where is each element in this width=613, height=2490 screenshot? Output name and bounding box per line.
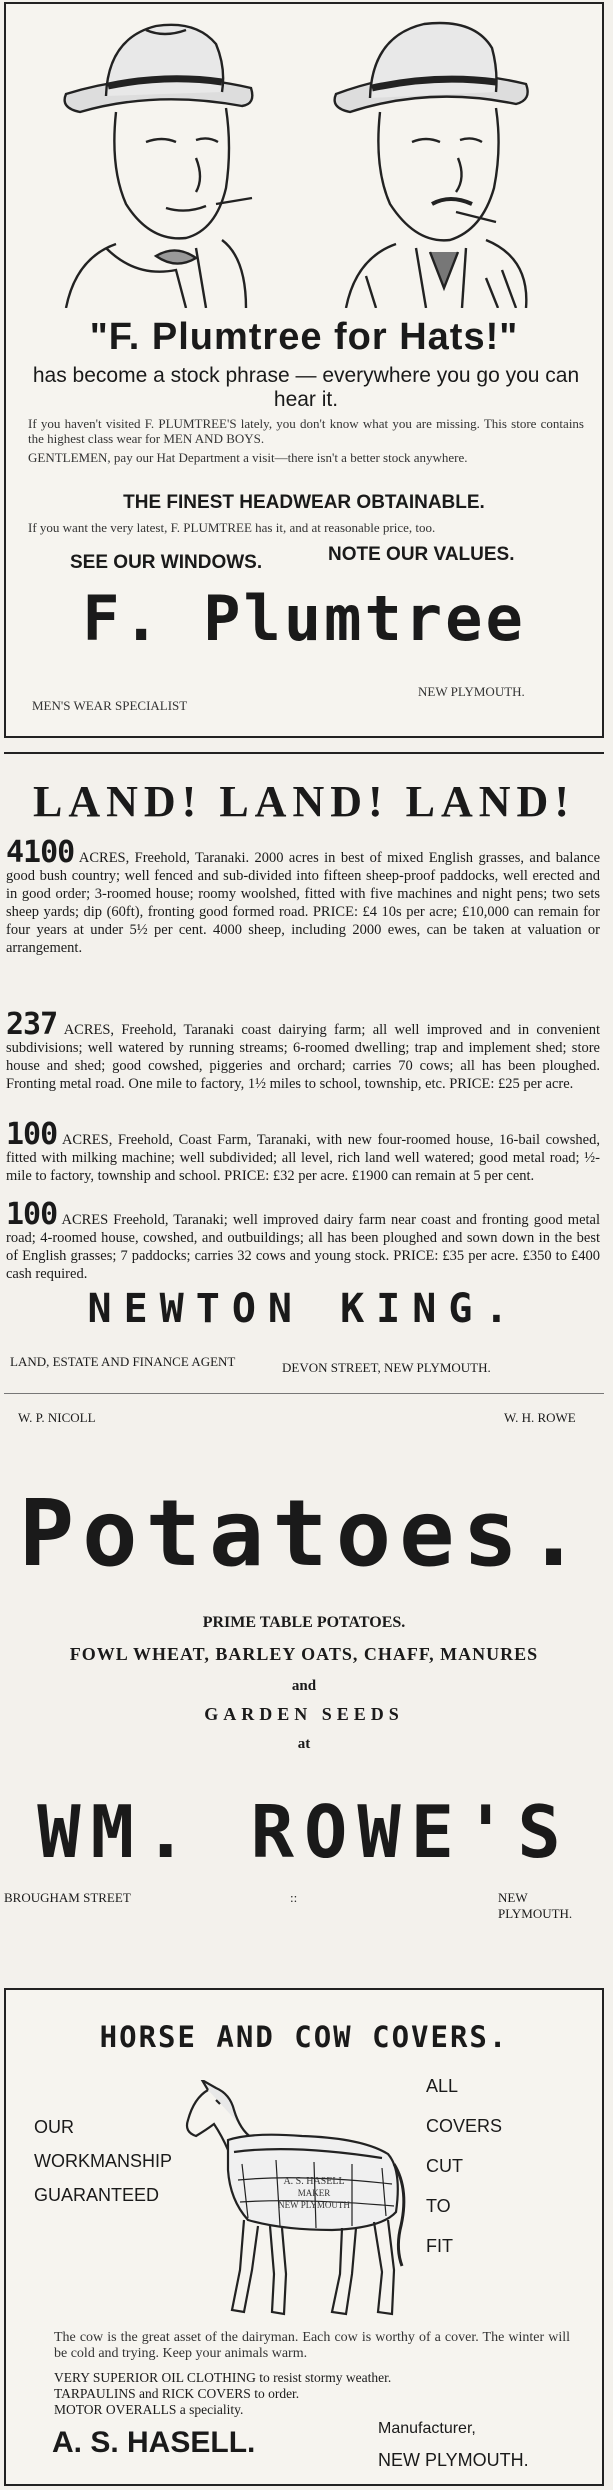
separator-colons: :: (290, 1890, 298, 1905)
fit-line: TO (426, 2196, 451, 2216)
fit-line: CUT (426, 2156, 463, 2176)
rug-maker-label: MAKER (297, 2188, 331, 2198)
plumtree-hats-ad (4, 2, 604, 738)
fit-line: COVERS (426, 2116, 503, 2136)
lot-acres: 100 (6, 1117, 58, 1152)
covers-fit-list (426, 2066, 502, 2266)
land-lot-100-coast (6, 1117, 600, 1185)
prime-table-potatoes: PRIME TABLE POTATOES. (202, 1614, 406, 1631)
note-values-line: NOTE OUR VALUES. (328, 544, 515, 565)
agent-description: LAND, ESTATE AND FINANCE AGENT (10, 1354, 236, 1369)
brougham-street: BROUGHAM STREET (4, 1890, 131, 1905)
agent-address: DEVON STREET, NEW PLYMOUTH. (282, 1360, 491, 1375)
at-word: at (297, 1736, 311, 1752)
lot-description: ACRES Freehold, Taranaki; well improved dairy farm near coast and fronting good metal road; 4-roomed house, cowshed, and outbuildings; all has been ploughed and sown down in the best of English grasses; 7 paddocks; carries 32 cows and young stock. PRICE: £35 per acre. £350 to £400 cash required. (6, 1212, 601, 1282)
newton-king-name: NEWTON KING. (87, 1286, 521, 1332)
nicoll-name: W. P. NICOLL (18, 1410, 96, 1425)
motor-overalls-line: MOTOR OVERALLS a speciality. (54, 2402, 244, 2417)
guarantee-line: GUARANTEED (34, 2185, 160, 2205)
lot-acres: 4100 (6, 835, 75, 870)
potatoes-ad (4, 1410, 604, 1970)
hats-body-department: GENTLEMEN, pay our Hat Department a visit—there isn't a better stock anywhere. (28, 450, 468, 465)
lot-description: ACRES, Freehold, Taranaki coast dairying farm; all well improved and in convenient subdivisions; well watered by running streams; 6-roomed dwelling; trap and implement shed; store house and shed; good cowshed, piggeries and orchard; carries 70 cows; all has been ploughed. Fronting metal road. One mile to factory, 1½ miles to school, township, etc. PRICE: £25 per acre. (6, 1022, 601, 1092)
workmanship-guarantee (34, 2110, 172, 2212)
plumtree-signature: F. Plumtree (82, 582, 526, 655)
land-lot-237 (6, 1007, 601, 1093)
tarpaulins-line: TARPAULINS and RICK COVERS to order. (54, 2386, 300, 2401)
rug-maker-name: A. S. HASELL (283, 2176, 345, 2187)
land-lot-100-dairy (6, 1197, 601, 1283)
and-word: and (291, 1678, 317, 1694)
land-lot-4100 (6, 835, 601, 957)
garden-seeds-line: GARDEN SEEDS (204, 1704, 404, 1724)
manufacturer-label: Manufacturer, (378, 2420, 476, 2437)
hats-body-visit: If you haven't visited F. PLUMTREE'S lately, you don't know what you are missing. This store contains the highest class wear for MEN AND BOYS. (28, 416, 584, 446)
covers-headline: HORSE AND COW COVERS. (99, 2020, 509, 2054)
hats-town: NEW PLYMOUTH. (418, 684, 525, 699)
hats-body-latest: If you want the very latest, F. PLUMTREE has it, and at reasonable price, too. (28, 520, 436, 535)
finest-headwear-line: THE FINEST HEADWEAR OBTAINABLE. (123, 492, 485, 513)
see-windows-line: SEE OUR WINDOWS. (70, 552, 263, 573)
guarantee-line: WORKMANSHIP (34, 2151, 173, 2171)
wm-rowes-store: WM. ROWE'S (37, 1790, 571, 1874)
hasell-name: A. S. HASELL. (52, 2426, 256, 2459)
covers-town: NEW PLYMOUTH. (378, 2450, 529, 2470)
dairyman-paragraph: The cow is the great asset of the dairyman. Each cow is worthy of a cover. The winter will be cold and trying. Keep your animals warm. (54, 2330, 570, 2361)
hats-tagline: has become a stock phrase — everywhere you go you can hear it. (32, 364, 580, 411)
lot-description: ACRES, Freehold, Coast Farm, Taranaki, with new four-roomed house, 16-bail cowshed, fitted with milking machine; well subdivided; all level, rich land well watered; good metal road; ½-mile to factory, township and school. PRICE: £32 per acre. £1900 can remain at 5 per cent. (6, 1132, 600, 1184)
potatoes-headline: Potatoes. (18, 1480, 590, 1587)
land-headline: LAND! LAND! LAND! (33, 777, 575, 826)
fowl-wheat-line: FOWL WHEAT, BARLEY OATS, CHAFF, MANURES (69, 1644, 539, 1664)
fit-line: ALL (426, 2076, 459, 2096)
rowe-name: W. H. ROWE (504, 1410, 576, 1425)
lot-acres: 237 (6, 1007, 58, 1042)
covered-horse-illustration (182, 2080, 412, 2325)
hats-headline: "F. Plumtree for Hats!" (89, 316, 519, 358)
oil-clothing-line: VERY SUPERIOR OIL CLOTHING to resist stormy weather. (54, 2370, 392, 2385)
guarantee-line: OUR (34, 2117, 74, 2137)
lot-description: ACRES, Freehold, Taranaki. 2000 acres in best of mixed English grasses, and balance good bush country; well fenced and sub-divided into fifteen sheep-proof paddocks, well erected and in good order; 3-roomed house; roomy woolshed, fitted with five machines and night pens; two sets sheep yards; dip (60ft), fronting good formed road. PRICE: £4 10s per acre; £10,000 can remain for four years at under 5½ per cent. 4000 sheep, including 2000 ewes, can be taken at valuation or arrangement. (6, 850, 601, 956)
hasell-covers-ad (4, 1988, 604, 2486)
rug-maker-town: NEW PLYMOUTH (278, 2200, 350, 2210)
lot-acres: 100 (6, 1197, 58, 1232)
mens-wear-specialist: MEN'S WEAR SPECIALIST (32, 698, 188, 713)
fit-line: FIT (426, 2236, 453, 2256)
newton-king-land-ad (4, 752, 604, 1394)
potatoes-town: NEW PLYMOUTH. (498, 1890, 573, 1921)
two-gentlemen-in-hats-illustration (46, 8, 566, 308)
